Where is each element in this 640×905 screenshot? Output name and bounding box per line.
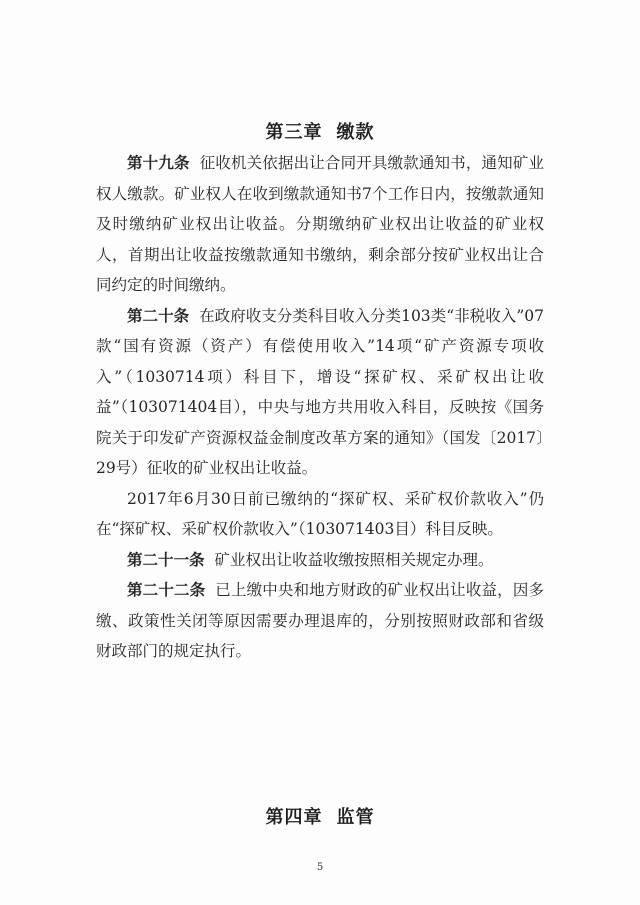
article-20-text: 在政府收支分类科目收入分类103类“非税收入”07款“国有资源（资产）有偿使用收入”14项“矿产资源专项收入”（1030714项）科目下，增设“探矿权、采矿权出让收益”（103071404目），中央与地方共用收入科目，反映按《国务院关于印发矿产资源权益金制度改革方案的通知》（国发〔2017〕29号）征收的矿业权出让收益。 xyxy=(96,306,544,477)
article-19-text: 征收机关依据出让合同开具缴款通知书，通知矿业权人缴款。矿业权人在收到缴款通知书7个工作日内，按缴款通知及时缴纳矿业权出让收益。分期缴纳矿业权出让收益的矿业权人，首期出让收益按缴款通知书缴纳，剩余部分按矿业权出让合同约定的时间缴纳。 xyxy=(96,154,544,294)
article-20-number: 第二十条 xyxy=(127,306,190,325)
page-number: 5 xyxy=(316,862,324,873)
chapter-3-name: 缴款 xyxy=(336,122,375,143)
article-19 xyxy=(96,148,544,301)
chapter-4-number: 第四章 xyxy=(265,807,323,828)
article-19-number: 第十九条 xyxy=(127,154,190,172)
article-21-number: 第二十一条 xyxy=(127,550,205,569)
article-20-supplement xyxy=(96,484,544,545)
chapter-3-title xyxy=(0,118,640,144)
article-22 xyxy=(96,575,544,667)
chapter-4-title xyxy=(0,803,640,829)
article-20-supplement-text: 2017年6月30日前已缴纳的“探矿权、采矿权价款收入”仍在“探矿权、采矿权价款收入”（103071403目）科目反映。 xyxy=(96,489,544,538)
chapter-3-body xyxy=(96,148,544,667)
article-20 xyxy=(96,301,544,484)
chapter-4-name: 监管 xyxy=(336,807,375,828)
chapter-3-number: 第三章 xyxy=(265,122,323,143)
article-21 xyxy=(96,545,544,576)
article-21-text: 矿业权出让收益收缴按照相关规定办理。 xyxy=(214,550,494,569)
article-22-number: 第二十二条 xyxy=(127,581,206,599)
article-22-text: 已上缴中央和地方财政的矿业权出让收益，因多缴、政策性关闭等原因需要办理退库的，分别按照财政部和省级财政部门的规定执行。 xyxy=(96,581,544,660)
